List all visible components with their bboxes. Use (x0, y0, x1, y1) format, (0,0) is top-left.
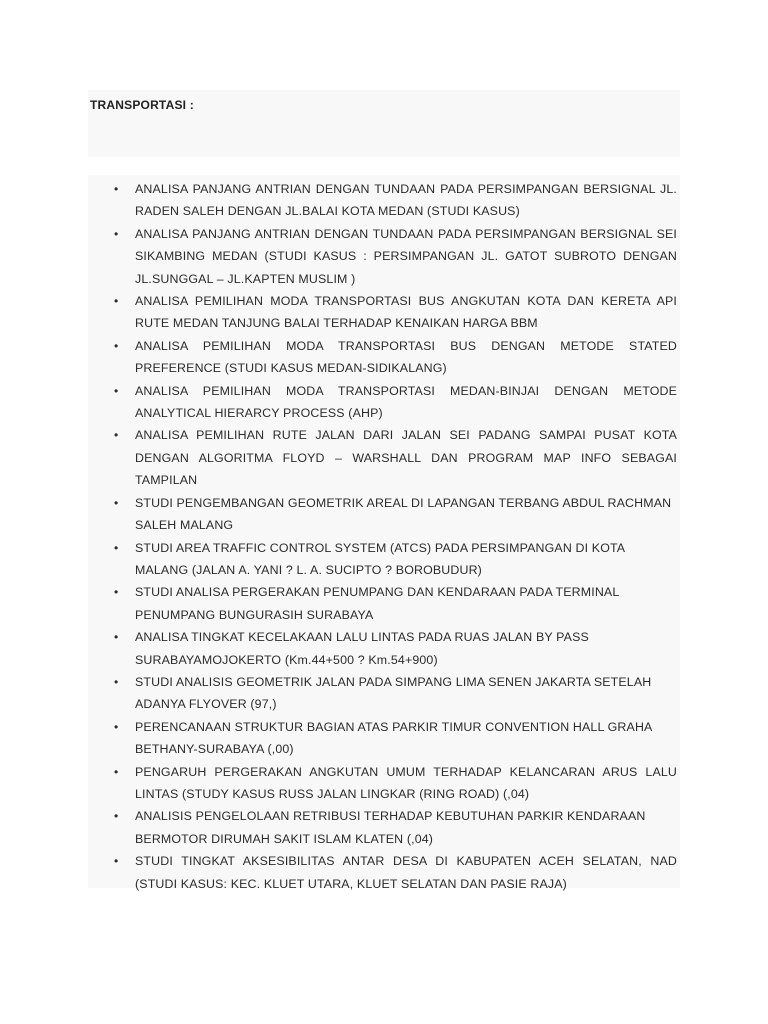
topic-list (88, 178, 680, 895)
list-item-text: STUDI TINGKAT AKSESIBILITAS ANTAR DESA DI KABUPATEN ACEH SELATAN, NAD (STUDI KASUS: KEC. KLUET UTARA, KLUET SELATAN DAN PASIE RAJA) (135, 854, 677, 891)
section-heading: TRANSPORTASI : (90, 98, 194, 112)
bullet-icon: • (114, 338, 119, 353)
list-item-text: ANALISA PEMILIHAN RUTE JALAN DARI JALAN SEI PADANG SAMPAI PUSAT KOTA DENGAN ALGORITMA FLOYD – WARSHALL DAN PROGRAM MAP INFO SEBAGAI TAMPILAN (135, 428, 677, 488)
bullet-icon: • (114, 809, 119, 824)
list-item (88, 761, 680, 806)
list-item (88, 537, 680, 582)
list-item (88, 424, 680, 491)
list-item-text: STUDI AREA TRAFFIC CONTROL SYSTEM (ATCS) PADA PERSIMPANGAN DI KOTA MALANG (JALAN A. YANI ? L. A. SUCIPTO ? BOROBUDUR) (135, 540, 625, 577)
list-item (88, 671, 680, 716)
topic-list-block (88, 175, 680, 891)
bullet-icon: • (114, 630, 119, 645)
list-item (88, 335, 680, 380)
list-item-text: ANALISA TINGKAT KECELAKAAN LALU LINTAS PADA RUAS JALAN BY PASS SURABAYAMOJOKERTO (Km.44+500 ? Km.54+900) (135, 630, 589, 667)
list-item-text: ANALISA PANJANG ANTRIAN DENGAN TUNDAAN PADA PERSIMPANGAN BERSIGNAL SEI SIKAMBING MEDAN (STUDI KASUS : PERSIMPANGAN JL. GATOT SUBROTO DENGAN JL.SUNGGAL – JL.KAPTEN MUSLIM ) (135, 226, 677, 286)
list-item-text: STUDI PENGEMBANGAN GEOMETRIK AREAL DI LAPANGAN TERBANG ABDUL RACHMAN SALEH MALANG (135, 495, 672, 533)
list-item-text: STUDI ANALISA PERGERAKAN PENUMPANG DAN KENDARAAN PADA TERMINAL PENUMPANG BUNGURASIH SURABAYA (135, 585, 619, 622)
list-item (88, 290, 680, 335)
list-item (88, 492, 680, 537)
bullet-icon: • (114, 495, 119, 510)
list-item-text: PERENCANAAN STRUKTUR BAGIAN ATAS PARKIR TIMUR CONVENTION HALL GRAHA BETHANY-SURABAYA (,00) (135, 719, 652, 757)
list-item (88, 626, 680, 671)
list-item-text: ANALISA PEMILIHAN MODA TRANSPORTASI MEDAN-BINJAI DENGAN METODE ANALYTICAL HIERARCY PROCESS (AHP) (135, 383, 677, 421)
list-item-text: ANALISA PEMILIHAN MODA TRANSPORTASI BUS DENGAN METODE STATED PREFERENCE (STUDI KASUS MEDAN-SIDIKALANG) (135, 338, 677, 376)
bullet-icon: • (114, 226, 119, 241)
list-item-text: PENGARUH PERGERAKAN ANGKUTAN UMUM TERHADAP KELANCARAN ARUS LALU LINTAS (STUDY KASUS RUSS JALAN LINGKAR (RING ROAD) (,04) (135, 764, 677, 801)
list-item (88, 805, 680, 850)
list-item-text: STUDI ANALISIS GEOMETRIK JALAN PADA SIMPANG LIMA SENEN JAKARTA SETELAH ADANYA FLYOVER (97,) (135, 674, 652, 712)
list-item (88, 581, 680, 626)
bullet-icon: • (114, 294, 119, 309)
list-item (88, 716, 680, 761)
bullet-icon: • (114, 719, 119, 734)
list-item (88, 223, 680, 290)
list-item (88, 850, 680, 895)
bullet-icon: • (114, 854, 119, 869)
bullet-icon: • (114, 585, 119, 600)
bullet-icon: • (114, 540, 119, 555)
list-item-text: ANALISA PEMILIHAN MODA TRANSPORTASI BUS ANGKUTAN KOTA DAN KERETA API RUTE MEDAN TANJUNG BALAI TERHADAP KENAIKAN HARGA BBM (135, 294, 677, 331)
list-item-text: ANALISA PANJANG ANTRIAN DENGAN TUNDAAN PADA PERSIMPANGAN BERSIGNAL JL. RADEN SALEH DENGAN JL.BALAI KOTA MEDAN (STUDI KASUS) (135, 182, 677, 219)
heading-block (88, 90, 680, 157)
bullet-icon: • (114, 764, 119, 779)
list-item-text: ANALISIS PENGELOLAAN RETRIBUSI TERHADAP KEBUTUHAN PARKIR KENDARAAN BERMOTOR DIRUMAH SAKIT ISLAM KLATEN (,04) (135, 809, 646, 846)
bullet-icon: • (114, 182, 119, 196)
bullet-icon: • (114, 674, 119, 689)
bullet-icon: • (114, 428, 119, 443)
bullet-icon: • (114, 383, 119, 398)
list-item (88, 380, 680, 425)
list-item (88, 178, 680, 223)
